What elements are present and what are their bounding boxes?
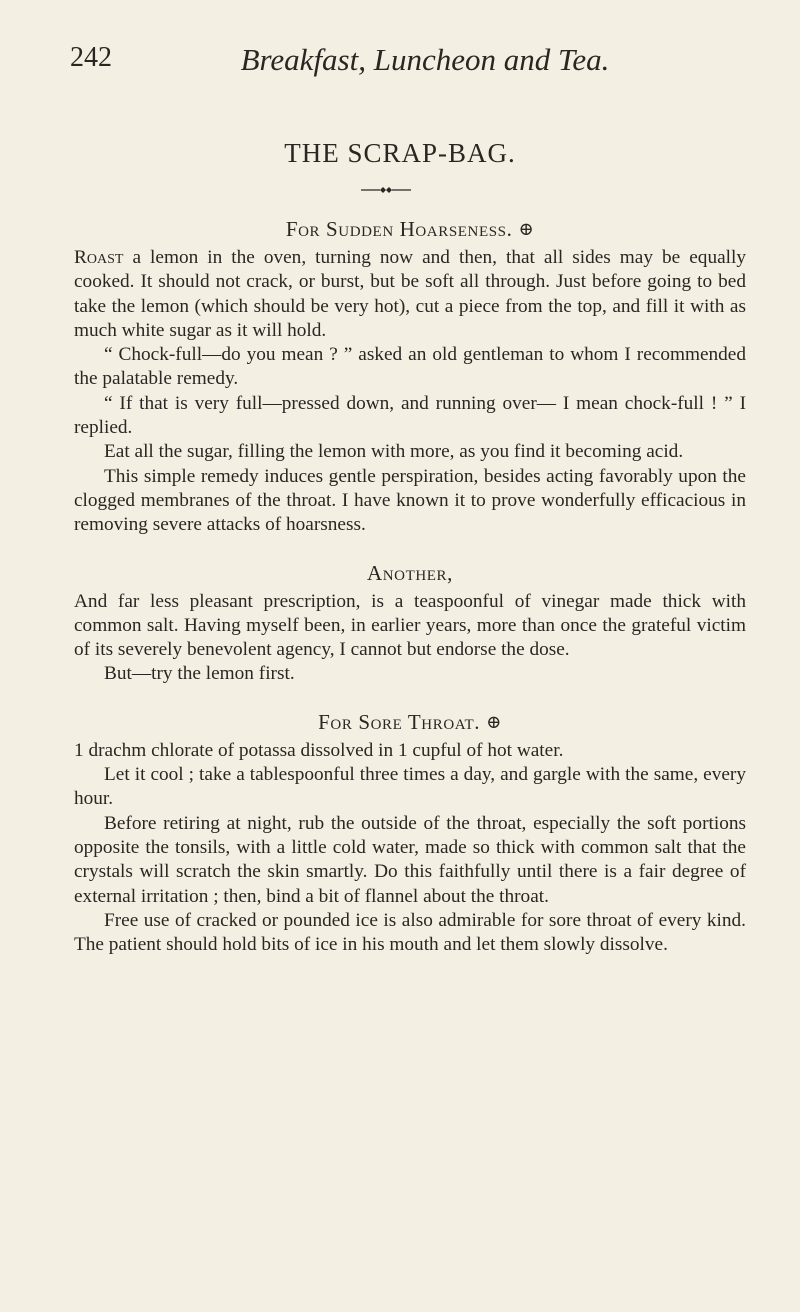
paragraph: And far less pleasant prescription, is a teaspoonful of vinegar made thick with common salt. Having myself been, in earlier years, more than once the grateful victim of its severely benevolent agency, I cannot but endorse the dose. — [74, 590, 746, 661]
rule-ornament-icon — [361, 184, 411, 196]
paragraph: This simple remedy induces gentle perspiration, besides acting favorably upon the clogged membranes of the throat. I have known it to prove wonderfully efficacious in removing severe attacks of hoarsness. — [74, 465, 746, 536]
paragraph-text: a lemon in the oven, turning now and then, that all sides may be equally cooked. It should not crack, or burst, but be soft all through. Just before going to bed take the lemon (which should be very hot), cut a piece from the top, and fill it with as much white sugar as it will hold. — [74, 247, 746, 341]
paragraph — [74, 246, 746, 343]
paragraph: Free use of cracked or pounded ice is also admirable for sore throat of every kind. The patient should hold bits of ice in his mouth and let them slowly dissolve. — [74, 909, 746, 956]
paragraph: “ If that is very full—pressed down, and running over— I mean chock-full ! ” I replied. — [74, 392, 746, 439]
heading-sudden-hoarseness — [74, 216, 746, 242]
heading-text: For Sore Throat. — [318, 709, 481, 734]
paragraph: 1 drachm chlorate of potassa dissolved in 1 cupful of hot water. — [74, 739, 564, 761]
paragraph: Eat all the sugar, filling the lemon with more, as you find it becoming acid. — [104, 441, 684, 463]
heading-text: For Sudden Hoarseness. — [285, 217, 513, 241]
cross-mark-icon: ⊕ — [486, 711, 502, 732]
section-title: THE SCRAP-BAG. — [284, 138, 516, 168]
page-number: 242 — [70, 42, 112, 73]
drop-word: Roast — [74, 247, 124, 268]
paragraph: Let it cool ; take a tablespoonful three times a day, and gargle with the same, every hour. — [74, 764, 746, 810]
running-title: Breakfast, Luncheon and Tea. — [240, 42, 610, 77]
heading-sore-throat — [74, 709, 746, 735]
heading-another: Another, — [366, 560, 454, 585]
running-head — [70, 42, 750, 82]
article-body — [74, 216, 746, 957]
paragraph: “ Chock-full—do you mean ? ” asked an old gentleman to whom I recommended the palatable remedy. — [74, 344, 746, 390]
paragraph: Before retiring at night, rub the outside of the throat, especially the soft portions opposite the tonsils, with a little cold water, made so thick with common salt that the crystals will scratch the skin smartly. Do this faithfully until there is a fair degree of external irritation ; then, bind a bit of flannel about the throat. — [74, 812, 746, 907]
cross-mark-icon: ⊕ — [518, 219, 535, 239]
paragraph: But—try the lemon first. — [104, 663, 295, 685]
